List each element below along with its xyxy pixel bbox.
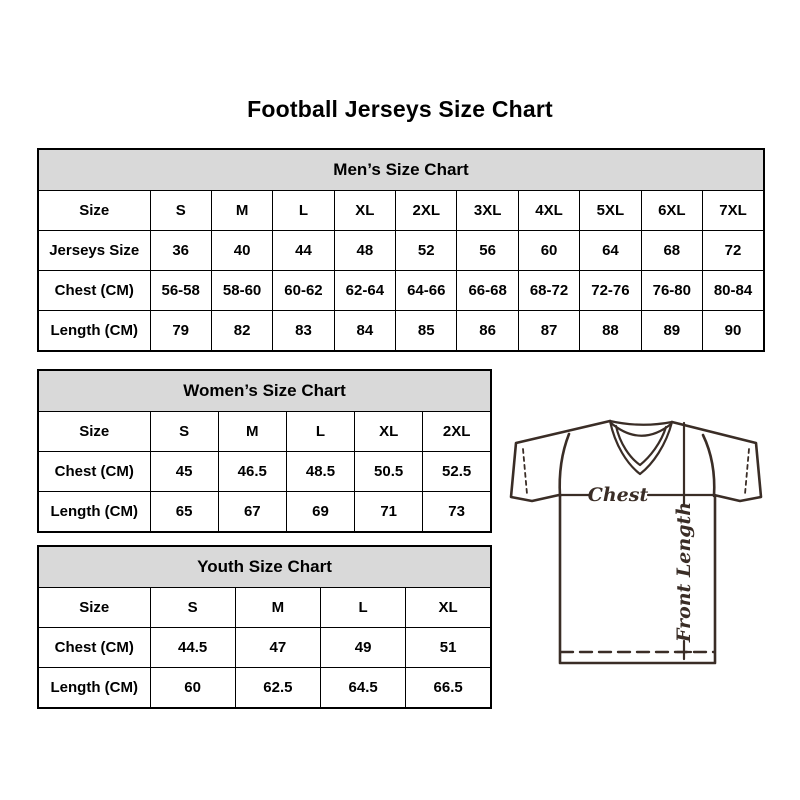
value-cell: 76-80 [641,271,702,311]
value-cell: 62-64 [334,271,395,311]
value-cell: 79 [150,311,211,351]
table-row-size [38,588,491,628]
value-cell: 66-68 [457,271,518,311]
value-cell: 80-84 [703,271,764,311]
value-cell: 64 [580,231,641,271]
table-header-row [38,149,764,191]
table-row-chest [38,452,491,492]
value-cell: 72 [703,231,764,271]
value-cell: 88 [580,311,641,351]
row-label: Chest (CM) [38,271,150,311]
value-cell: 89 [641,311,702,351]
value-cell: 58-60 [211,271,272,311]
womens-size-chart-table [37,369,492,533]
value-cell: 50.5 [355,452,423,492]
size-cell: XL [355,412,423,452]
size-cell: 5XL [580,191,641,231]
value-cell: 40 [211,231,272,271]
table-row-length [38,311,764,351]
size-cell: S [150,588,235,628]
row-label: Length (CM) [38,311,150,351]
size-cell: 2XL [423,412,491,452]
row-label: Length (CM) [38,668,150,708]
size-cell: L [273,191,334,231]
value-cell: 68 [641,231,702,271]
youth-chart-title: Youth Size Chart [38,546,491,588]
value-cell: 44.5 [150,628,235,668]
size-cell: 2XL [396,191,457,231]
value-cell: 52 [396,231,457,271]
value-cell: 71 [355,492,423,532]
value-cell: 65 [150,492,218,532]
row-label: Chest (CM) [38,452,150,492]
jersey-measurement-diagram [500,400,772,672]
row-label: Size [38,191,150,231]
table-header-row [38,370,491,412]
jersey-outline-icon [511,421,761,663]
value-cell: 60-62 [273,271,334,311]
size-cell: L [286,412,354,452]
value-cell: 62.5 [235,668,320,708]
row-label: Size [38,412,150,452]
value-cell: 83 [273,311,334,351]
mens-chart-title: Men’s Size Chart [38,149,764,191]
womens-chart-title: Women’s Size Chart [38,370,491,412]
value-cell: 66.5 [406,668,491,708]
value-cell: 45 [150,452,218,492]
value-cell: 69 [286,492,354,532]
value-cell: 64.5 [321,668,406,708]
value-cell: 64-66 [396,271,457,311]
row-label: Length (CM) [38,492,150,532]
table-row-size [38,412,491,452]
size-cell: M [211,191,272,231]
table-row-length [38,668,491,708]
value-cell: 60 [518,231,579,271]
value-cell: 48 [334,231,395,271]
table-row-length [38,492,491,532]
row-label: Jerseys Size [38,231,150,271]
value-cell: 56-58 [150,271,211,311]
size-cell: S [150,191,211,231]
value-cell: 84 [334,311,395,351]
value-cell: 68-72 [518,271,579,311]
table-row-chest [38,628,491,668]
value-cell: 56 [457,231,518,271]
row-label: Chest (CM) [38,628,150,668]
value-cell: 90 [703,311,764,351]
size-cell: 7XL [703,191,764,231]
table-row-jerseys-size [38,231,764,271]
size-cell: XL [406,588,491,628]
row-label: Size [38,588,150,628]
value-cell: 52.5 [423,452,491,492]
value-cell: 44 [273,231,334,271]
table-row-size [38,191,764,231]
value-cell: 47 [235,628,320,668]
youth-size-chart-table [37,545,492,709]
value-cell: 87 [518,311,579,351]
value-cell: 73 [423,492,491,532]
value-cell: 48.5 [286,452,354,492]
size-cell: 6XL [641,191,702,231]
size-cell: 4XL [518,191,579,231]
value-cell: 67 [218,492,286,532]
size-cell: 3XL [457,191,518,231]
value-cell: 51 [406,628,491,668]
value-cell: 86 [457,311,518,351]
value-cell: 60 [150,668,235,708]
mens-size-chart-table [37,148,765,352]
size-cell: L [321,588,406,628]
value-cell: 82 [211,311,272,351]
size-cell: M [235,588,320,628]
chest-label: Chest [587,484,649,506]
value-cell: 49 [321,628,406,668]
jersey-collar-icon [610,421,672,474]
value-cell: 36 [150,231,211,271]
size-cell: XL [334,191,395,231]
size-cell: M [218,412,286,452]
page-title: Football Jerseys Size Chart [247,96,553,122]
value-cell: 72-76 [580,271,641,311]
value-cell: 46.5 [218,452,286,492]
front-length-label: Front Length [673,501,695,643]
table-header-row [38,546,491,588]
value-cell: 85 [396,311,457,351]
table-row-chest [38,271,764,311]
size-cell: S [150,412,218,452]
